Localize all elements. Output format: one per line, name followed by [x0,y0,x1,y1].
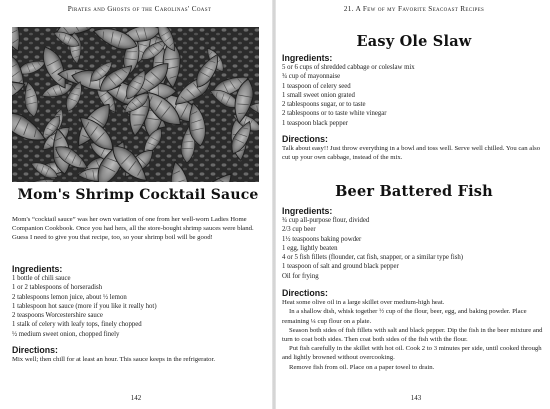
fish-ingredients-list [282,216,546,281]
ingredient-item: 2/3 cup beer [282,226,316,234]
ingredient-item: 2 tablespoons sugar, or to taste [282,101,366,109]
fish-directions-text [282,298,546,372]
shrimp-sauce-ingredients [12,264,264,339]
page-number-right: 143 [410,394,422,402]
ingredient-item: ¾ cup all-purpose flour, divided [282,217,370,224]
shrimp-sauce-directions [12,346,264,364]
fish-ingredients [282,206,546,281]
ingredient-item: Oil for frying [282,272,319,280]
ingredient-item: 2 tablespoons or to taste white vinegar [282,110,387,118]
slaw-ingredients-heading: Ingredients: [282,53,333,63]
directions-text: Mix well; then chill for at least an hour. This sauce keeps in the refrigerator. [12,356,216,364]
ingredient-item: 1 bottle of chili sauce [12,275,71,282]
directions-heading: Directions: [12,345,58,355]
direction-paragraph: Season both sides of fish fillets with salt and black pepper. Dip the fish in the beer mixture and turn to coat both sides. Then coat both sides of the fish with the flour. [282,326,543,344]
right-page [278,0,550,409]
ingredient-item: 1 stalk of celery with leafy tops, finely chopped [12,321,142,329]
slaw-directions-text: Talk about easy!! Just throw everything in a bowl and toss well. Serve well chilled. You can also cut up your own cabbage, instead of the mix. [282,145,541,162]
ingredient-item: 1 teaspoon black pepper [282,119,348,127]
ingredient-item: ½ medium sweet onion, chopped finely [12,330,120,338]
ingredient-item: 2 tablespoons lemon juice, about ½ lemon [12,293,127,301]
shrimp-photo [12,27,259,182]
ingredient-item: 4 or 5 fish fillets (flounder, cat fish, snapper, or a similar type fish) [282,254,464,262]
slaw-ingredients-list [282,63,546,128]
fish-ingredients-heading: Ingredients: [282,206,333,216]
fish-directions [282,289,546,372]
slaw-title: Easy Ole Slaw [356,33,472,50]
fish-title: Beer Battered Fish [335,183,493,200]
ingredient-item: 2 teaspoons Worcestershire sauce [12,312,103,320]
left-running-head: Pirates and Ghosts of the Carolinas' Coast [67,5,212,13]
ingredient-item: ¾ cup of mayonnaise [282,73,341,81]
page-number-left: 142 [130,394,142,402]
ingredients-heading: Ingredients: [12,264,63,274]
fish-directions-heading: Directions: [282,288,328,298]
ingredient-item: 1 tablespoon hot sauce (more if you like it really hot) [12,302,157,310]
ingredients-list [12,274,264,339]
direction-paragraph: Remove fish from oil. Place on a paper towel to drain. [289,363,435,371]
ingredient-item: 1 egg, lightly beaten [282,244,338,252]
slaw-directions [282,135,546,163]
shrimp-sauce-intro: Mom's “cocktail sauce” was her own variation of one from her well-worn Ladies Home Companion Cookbook. Once you had hers, all the store-bought shrimp sauces were bland. Guess I need to give you that recipe, too, so your shrimp boil will be good! [12,216,254,242]
slaw-directions-heading: Directions: [282,134,328,144]
ingredient-item: 1 teaspoon of celery seed [282,82,351,90]
shrimp-sauce-title: Mom's Shrimp Cocktail Sauce [17,187,259,203]
ingredient-item: 5 or 6 cups of shredded cabbage or coleslaw mix [282,64,415,71]
direction-paragraph: Put fish carefully in the skillet with hot oil. Cook 2 to 3 minutes per side, until cooked through and lightly browned without overcooking. [282,345,542,362]
book-gutter [272,0,276,409]
slaw-ingredients [282,53,546,128]
direction-paragraph: In a shallow dish, whisk together ½ cup of the flour, beer, egg, and baking powder. Place remaining ¼ cup flour on a plate. [282,308,527,325]
ingredient-item: 1 teaspoon of salt and ground black pepper [282,263,399,271]
ingredient-item: 1½ teaspoons baking powder [282,235,362,243]
right-running-head: 21. A Few of my Favorite Seacoast Recipes [343,5,485,13]
ingredient-item: 1 small sweet onion grated [282,91,355,99]
left-page [0,0,270,409]
direction-paragraph: Heat some olive oil in a large skillet over medium-high heat. [282,299,445,307]
ingredient-item: 1 or 2 tablespoons of horseradish [12,284,103,292]
